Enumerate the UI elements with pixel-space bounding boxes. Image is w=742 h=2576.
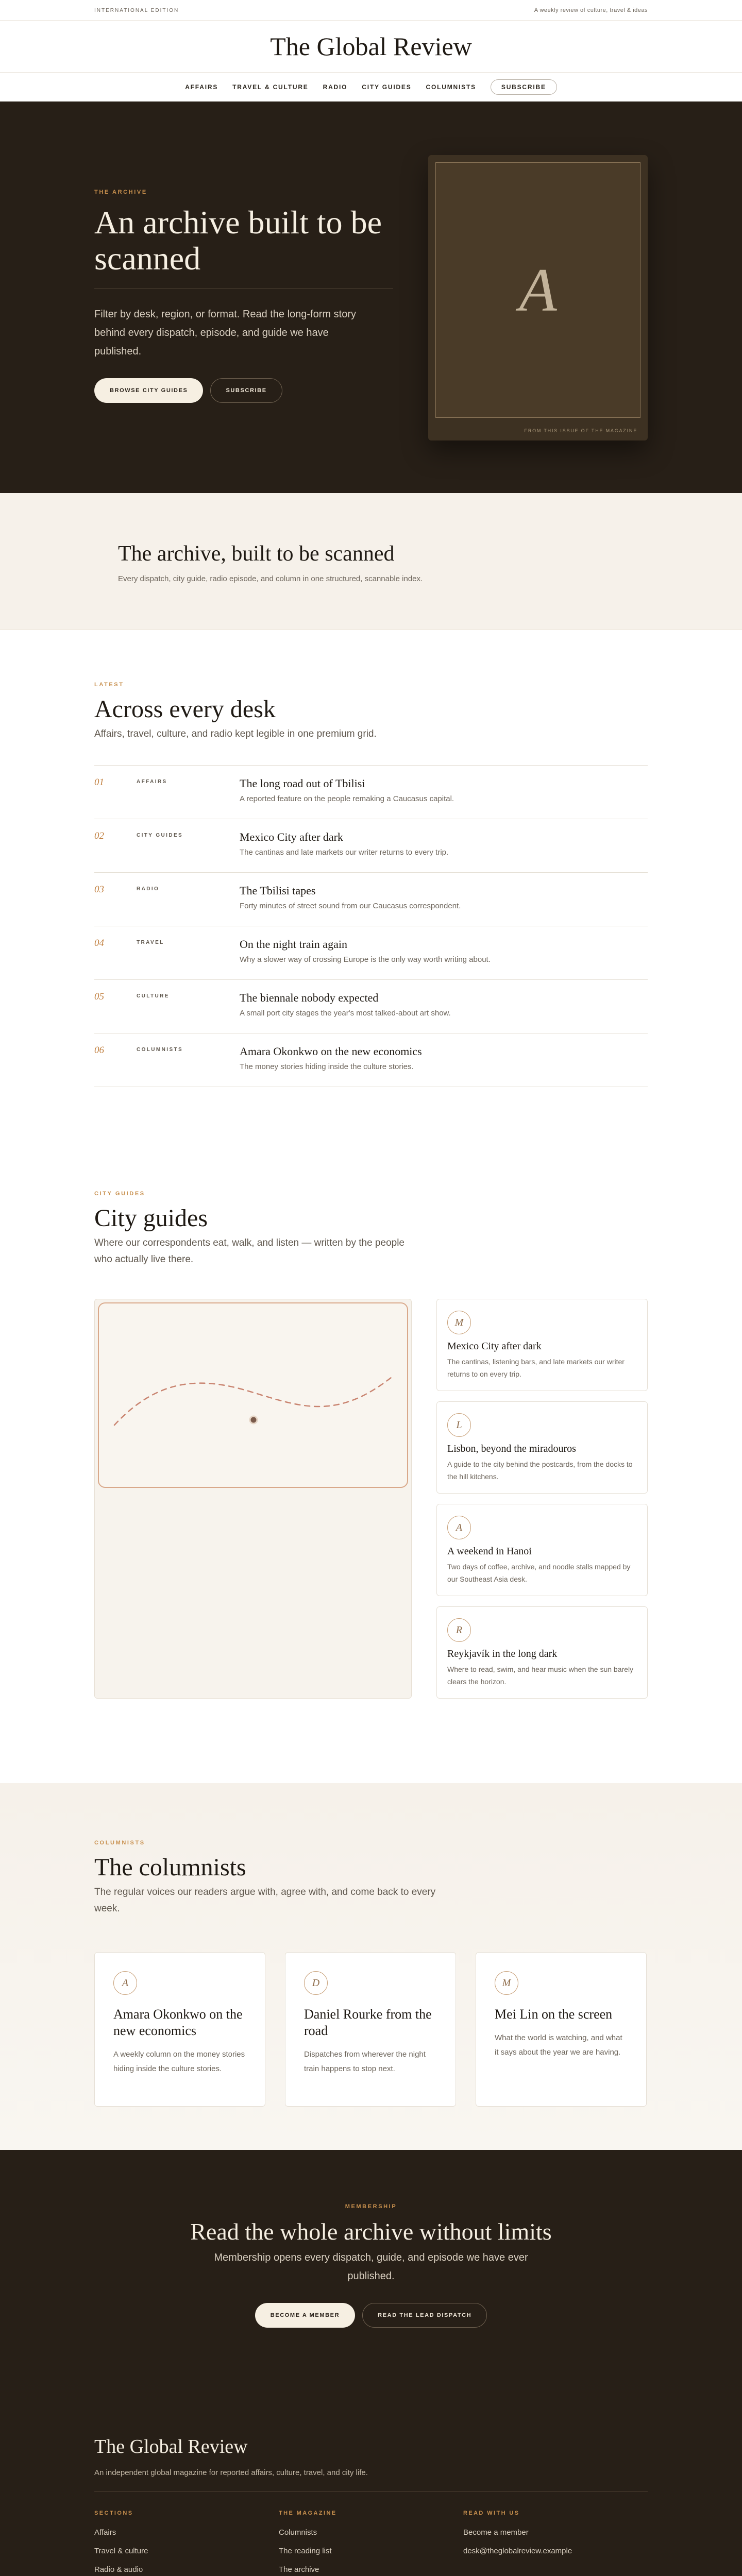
columnist-card-mei[interactable] <box>476 1952 647 2107</box>
nav-link-travel-culture[interactable]: TRAVEL & CULTURE <box>232 83 309 91</box>
site-logo[interactable]: The Global Review <box>270 32 472 61</box>
row-title[interactable]: On the night train again <box>240 938 347 951</box>
route-map-svg <box>99 1303 409 1487</box>
row-desc: A small port city stages the year's most talked-about art show. <box>240 1009 451 1018</box>
guide-letter-badge: M <box>447 1311 471 1334</box>
membership-section <box>0 2150 742 2435</box>
footer-column-magazine <box>279 2510 463 2576</box>
membership-text: Membership opens every dispatch, guide, and episode we have ever published. <box>214 2252 528 2282</box>
table-row[interactable] <box>94 766 648 819</box>
columnists-eyebrow: COLUMNISTS <box>94 1840 145 1846</box>
site-tagline: A weekly review of culture, travel & ideas <box>534 7 648 13</box>
cover-art <box>435 162 640 418</box>
footer-email-link[interactable]: desk@theglobalreview.example <box>463 2547 572 2555</box>
guide-desc: Two days of coffee, archive, and noodle stalls mapped by our Southeast Asia desk. <box>447 1563 631 1583</box>
table-row[interactable] <box>94 1033 648 1087</box>
footer-link[interactable]: The archive <box>279 2565 319 2574</box>
footer-link[interactable]: The reading list <box>279 2547 332 2555</box>
route-map-card[interactable] <box>94 1299 412 1699</box>
footer-column-heading: THE MAGAZINE <box>279 2510 337 2516</box>
columnists-section <box>0 1783 742 2150</box>
row-number: 01 <box>94 777 104 788</box>
guide-desc: A guide to the city behind the postcards, from the docks to the hill kitchens. <box>447 1460 633 1481</box>
table-row[interactable] <box>94 873 648 926</box>
guide-letter-badge: A <box>447 1516 471 1539</box>
guide-title[interactable]: Mexico City after dark <box>447 1341 542 1352</box>
browse-city-guides-button[interactable]: BROWSE CITY GUIDES <box>94 378 203 403</box>
edition-label: INTERNATIONAL EDITION <box>94 7 179 13</box>
nav-link-city-guides[interactable]: CITY GUIDES <box>362 83 412 91</box>
row-title[interactable]: Amara Okonkwo on the new economics <box>240 1045 422 1058</box>
footer-link[interactable]: Affairs <box>94 2528 116 2537</box>
main-nav <box>0 72 742 101</box>
guide-card-hanoi[interactable] <box>436 1504 648 1596</box>
columnist-name[interactable]: Amara Okonkwo on the new economics <box>113 2007 243 2038</box>
columnist-name[interactable]: Mei Lin on the screen <box>495 2007 613 2022</box>
columnist-letter-badge: M <box>495 1971 518 1995</box>
columnist-desc: A weekly column on the money stories hiding inside the culture stories. <box>113 2050 245 2073</box>
columnist-letter-badge: D <box>304 1971 328 1995</box>
columnist-letter-badge: A <box>113 1971 137 1995</box>
row-desk: CITY GUIDES <box>137 833 183 838</box>
row-title[interactable]: The long road out of Tbilisi <box>240 777 365 790</box>
row-number: 04 <box>94 938 104 948</box>
row-number: 03 <box>94 884 104 895</box>
row-desc: Why a slower way of crossing Europe is the only way worth writing about. <box>240 955 491 964</box>
read-lead-dispatch-button[interactable]: READ THE LEAD DISPATCH <box>362 2303 487 2328</box>
columnist-card-daniel[interactable] <box>285 1952 456 2107</box>
table-row[interactable] <box>94 926 648 980</box>
nav-link-affairs[interactable]: AFFAIRS <box>185 83 218 91</box>
row-desc: A reported feature on the people remaking a Caucasus capital. <box>240 794 454 803</box>
intro-subtitle: Every dispatch, city guide, radio episode, and column in one structured, scannable index. <box>118 574 423 583</box>
row-number: 02 <box>94 831 104 841</box>
guide-card-mexico-city[interactable] <box>436 1299 648 1391</box>
guides-eyebrow: CITY GUIDES <box>94 1191 145 1197</box>
row-desk: RADIO <box>137 886 160 892</box>
guide-card-lisbon[interactable] <box>436 1401 648 1494</box>
footer-link[interactable]: Become a member <box>463 2528 529 2537</box>
columnists-subtitle: The regular voices our readers argue with, agree with, and come back to every week. <box>94 1887 436 1914</box>
latest-list <box>94 765 648 1087</box>
row-desc: The cantinas and late markets our writer returns to every trip. <box>240 848 449 857</box>
footer-divider <box>94 2491 648 2492</box>
table-row[interactable] <box>94 819 648 873</box>
nav-link-radio[interactable]: RADIO <box>323 83 348 91</box>
footer-column-sections <box>94 2510 279 2576</box>
footer-column-read-with-us <box>463 2510 648 2576</box>
footer-logo[interactable]: The Global Review <box>94 2436 248 2458</box>
hero-eyebrow: THE ARCHIVE <box>94 189 147 195</box>
latest-section <box>0 630 742 1187</box>
masthead <box>0 21 742 72</box>
row-title[interactable]: The biennale nobody expected <box>240 991 379 1004</box>
footer-link[interactable]: Columnists <box>279 2528 317 2537</box>
intro-title: The archive, built to be scanned <box>118 542 395 566</box>
city-guides-section <box>0 1187 742 1783</box>
hero-divider <box>94 288 393 289</box>
footer-link[interactable]: Travel & culture <box>94 2547 148 2555</box>
latest-title: Across every desk <box>94 696 276 723</box>
columnist-desc: What the world is watching, and what it says about the year we are having. <box>495 2033 622 2057</box>
row-desk: CULTURE <box>137 993 170 999</box>
route-map[interactable] <box>98 1302 408 1488</box>
cover-caption: FROM THIS ISSUE OF THE MAGAZINE <box>524 428 637 433</box>
row-number: 05 <box>94 991 104 1002</box>
columnist-desc: Dispatches from wherever the night train happens to stop next. <box>304 2050 426 2073</box>
row-number: 06 <box>94 1045 104 1056</box>
row-desk: TRAVEL <box>137 940 164 945</box>
guide-letter-badge: R <box>447 1618 471 1642</box>
hero-copy <box>94 155 393 440</box>
guides-title: City guides <box>94 1205 208 1232</box>
guide-desc: Where to read, swim, and hear music when the sun barely clears the horizon. <box>447 1665 634 1686</box>
become-member-button[interactable]: BECOME A MEMBER <box>255 2303 355 2328</box>
nav-subscribe-button[interactable]: SUBSCRIBE <box>491 79 557 95</box>
latest-subtitle: Affairs, travel, culture, and radio kept legible in one premium grid. <box>94 728 377 739</box>
nav-link-columnists[interactable]: COLUMNISTS <box>426 83 476 91</box>
hero-title: An archive built to be scanned <box>94 204 382 277</box>
archive-intro <box>0 493 742 630</box>
row-desc: Forty minutes of street sound from our Caucasus correspondent. <box>240 902 461 910</box>
row-title[interactable]: Mexico City after dark <box>240 831 343 843</box>
columnist-card-amara[interactable] <box>94 1952 265 2107</box>
columnists-title: The columnists <box>94 1854 246 1881</box>
row-title[interactable]: The Tbilisi tapes <box>240 884 316 897</box>
membership-eyebrow: MEMBERSHIP <box>345 2204 397 2210</box>
hero-section <box>0 101 742 493</box>
guide-title[interactable]: Reykjavík in the long dark <box>447 1648 558 1659</box>
footer-column-heading: SECTIONS <box>94 2510 133 2516</box>
hero-lede: Filter by desk, region, or format. Read the long-form story behind every dispatch, episode, and guide we have published. <box>94 309 356 357</box>
row-desk: AFFAIRS <box>137 779 167 785</box>
hero-subscribe-button[interactable]: SUBSCRIBE <box>210 378 282 403</box>
top-bar <box>0 0 742 21</box>
membership-title: Read the whole archive without limits <box>190 2218 552 2245</box>
footer-column-heading: READ WITH US <box>463 2510 520 2516</box>
guide-title[interactable]: Lisbon, beyond the miradouros <box>447 1443 576 1454</box>
site-footer <box>0 2435 742 2576</box>
guide-title[interactable]: A weekend in Hanoi <box>447 1546 532 1557</box>
guide-card-reykjavik[interactable] <box>436 1606 648 1699</box>
columnist-name[interactable]: Daniel Rourke from the road <box>304 2007 432 2038</box>
location-pin-icon <box>250 1416 257 1423</box>
magazine-cover[interactable] <box>428 155 648 440</box>
guide-desc: The cantinas, listening bars, and late markets our writer returns to on every trip. <box>447 1358 625 1378</box>
table-row[interactable] <box>94 980 648 1033</box>
footer-about: An independent global magazine for reported affairs, culture, travel, and city life. <box>94 2468 368 2477</box>
guides-subtitle: Where our correspondents eat, walk, and listen — written by the people who actually live there. <box>94 1238 404 1265</box>
row-desc: The money stories hiding inside the culture stories. <box>240 1062 414 1071</box>
footer-link[interactable]: Radio & audio <box>94 2565 143 2574</box>
latest-eyebrow: LATEST <box>94 682 124 688</box>
guide-letter-badge: L <box>447 1413 471 1437</box>
guide-list <box>436 1299 648 1699</box>
row-desk: COLUMNISTS <box>137 1047 183 1053</box>
cover-letter: A <box>519 256 557 324</box>
